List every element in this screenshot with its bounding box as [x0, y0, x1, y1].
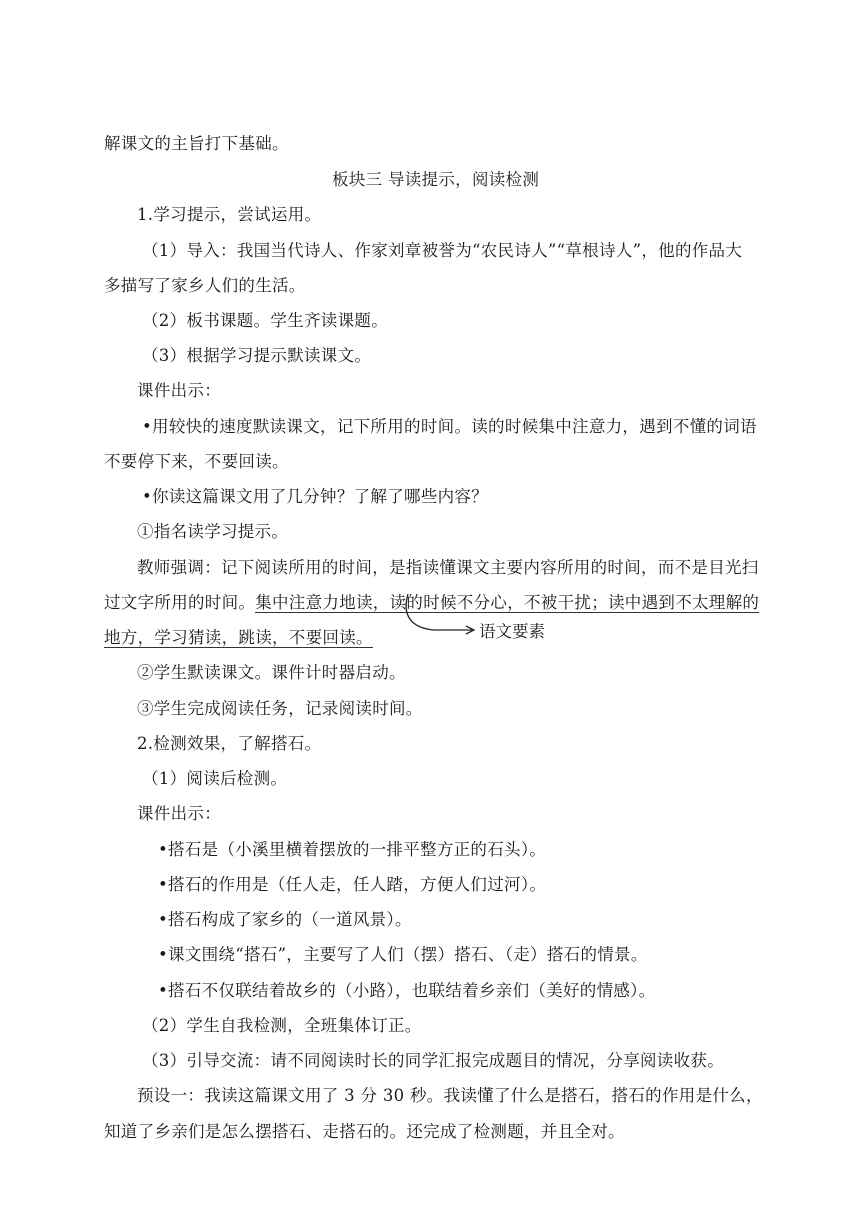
bullet-line: •搭石是（小溪里横着摆放的一排平整方正的石头）。 [158, 840, 547, 859]
bullet-line: •搭石的作用是（任人走，任人踏，方便人们过河）。 [158, 875, 547, 894]
bullet-line: •搭石不仅联结着故乡的（小路），也联结着乡亲们（美好的情感）。 [158, 981, 656, 1000]
text-line [104, 627, 373, 649]
text-line: 多描写了家乡人们的生活。 [104, 276, 306, 295]
text-line: （1）导入：我国当代诗人、作家刘章被誉为“农民诗人”“草根诗人”，他的作品大 [142, 241, 743, 260]
text-line: 预设一：我读这篇课文用了 3 分 30 秒。我读懂了什么是搭石，搭石的作用是什么， [137, 1086, 763, 1105]
text-line: ③学生完成阅读任务，记录阅读时间。 [137, 699, 423, 718]
text-line: 课件出示： [137, 804, 221, 823]
section-heading: 板块三 导读提示，阅读检测 [332, 170, 540, 189]
underlined-text: 集中注意力地读，读的时候不分心，不被干扰；读中遇到不太理解的 [255, 593, 760, 612]
text-line: （1）阅读后检测。 [142, 769, 288, 788]
text-line: 教师强调：记下阅读所用的时间，是指读懂课文主要内容所用的时间，而不是目光扫 [137, 558, 759, 577]
text-line: 不要停下来，不要回读。 [104, 452, 289, 471]
text-line: 课件出示： [137, 381, 221, 400]
text-line: ①指名读学习提示。 [137, 522, 289, 541]
bullet-line: •搭石构成了家乡的（一道风景）。 [158, 910, 412, 929]
text-line: 解课文的主旨打下基础。 [104, 134, 289, 153]
text-line: ②学生默读课文。课件计时器启动。 [137, 663, 406, 682]
bullet-line: •课文围绕“搭石”，主要写了人们（摆）搭石、（走）搭石的情景。 [158, 945, 648, 964]
text-line: （3）根据学习提示默读课文。 [142, 346, 372, 365]
bullet-line: •用较快的速度默读课文，记下所用的时间。读的时候集中注意力，遇到不懂的词语 [142, 417, 757, 436]
underlined-text: 地方，学习猜读，跳读，不要回读。 [104, 628, 373, 647]
text-line: 1.学习提示，尝试运用。 [137, 205, 322, 224]
annotation-label: 语文要素 [479, 622, 545, 641]
bullet-line: •你读这篇课文用了几分钟？了解了哪些内容？ [142, 487, 489, 506]
text-line: （2）学生自我检测，全班集体订正。 [142, 1016, 422, 1035]
text-segment: 过文字所用的时间。 [104, 593, 256, 612]
text-line: （3）引导交流：请不同阅读时长的同学汇报完成题目的情况，分享阅读收获。 [142, 1051, 724, 1070]
annotation-arrow [400, 592, 480, 640]
text-line: 知道了乡亲们是怎么摆搭石、走搭石的。还完成了检测题，并且全对。 [104, 1122, 625, 1141]
text-line: （2）板书课题。学生齐读课题。 [142, 311, 388, 330]
text-line: 2.检测效果，了解搭石。 [137, 734, 322, 753]
